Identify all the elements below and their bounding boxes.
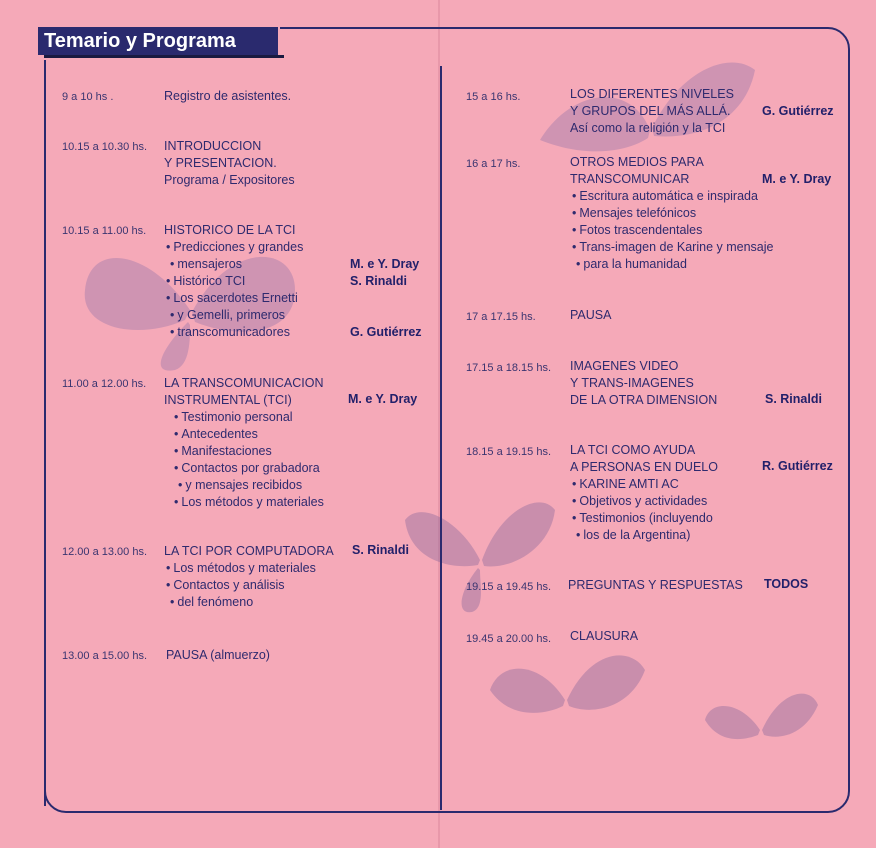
speaker-name: S. Rinaldi — [765, 392, 822, 406]
session-time: 10.15 a 11.00 hs. — [62, 225, 147, 237]
session-time: 19.15 a 19.45 hs. — [466, 581, 552, 593]
page-title — [38, 27, 278, 55]
speaker-name: M. e Y. Dray — [348, 392, 418, 406]
speaker-name: TODOS — [764, 577, 809, 591]
speaker-name: S. Rinaldi — [350, 274, 407, 288]
session-time: 19.45 a 20.00 hs. — [466, 633, 552, 645]
session-time: 12.00 a 13.00 hs. — [62, 546, 148, 558]
speaker-name: S. Rinaldi — [352, 543, 409, 557]
speaker-name: M. e Y. Dray — [350, 257, 420, 271]
session-topic: LA TCI POR COMPUTADORA • Los métodos y materiales • Contactos y análisis • del fenómeno — [164, 543, 334, 611]
session-time: 18.15 a 19.15 hs. — [466, 446, 552, 458]
left-rule — [44, 66, 46, 806]
session-time: 11.00 a 12.00 hs. — [62, 378, 147, 390]
page-title-text: Temario y Programa — [44, 30, 236, 52]
session-topic: OTROS MEDIOS PARA TRANSCOMUNICAR • Escritura automática e inspirada • Mensajes telefónicos • Fotos trascendentales • Trans-imagen de Karine y mensaje • para la humanidad — [570, 154, 773, 273]
session-time: 15 a 16 hs. — [466, 91, 521, 103]
column-divider — [440, 66, 442, 810]
speaker-name: R. Gutiérrez — [762, 459, 833, 473]
session-topic: IMAGENES VIDEO Y TRANS-IMAGENES DE LA OTRA DIMENSION — [570, 359, 718, 407]
speaker-name: G. Gutiérrez — [762, 104, 834, 118]
session-time: 9 a 10 hs . — [62, 91, 114, 103]
session-topic: Registro de asistentes. — [164, 89, 292, 103]
title-shadow — [44, 55, 284, 58]
session-topic: LA TRANSCOMUNICACION INSTRUMENTAL (TCI) • Testimonio personal • Antecedentes • Manifestaciones • Contactos por grabadora • y mensajes recibidos • Los métodos y materiales — [164, 375, 324, 511]
session-topic: LA TCI COMO AYUDA A PERSONAS EN DUELO • KARINE AMTI AC • Objetivos y actividades • Testimonios (incluyendo • los de la Argentina) — [570, 442, 718, 544]
session-topic: PAUSA (almuerzo) — [166, 648, 270, 662]
session-time: 13.00 a 15.00 hs. — [62, 650, 148, 662]
session-topic: INTRODUCCION Y PRESENTACION. Programa / Expositores — [164, 139, 295, 187]
session-time: 17.15 a 18.15 hs. — [466, 362, 552, 374]
speaker-name: G. Gutiérrez — [350, 325, 422, 339]
session-topic: PAUSA — [570, 308, 612, 322]
session-time: 16 a 17 hs. — [466, 158, 521, 170]
session-time: 10.15 a 10.30 hs. — [62, 141, 148, 153]
session-topic: CLAUSURA — [570, 629, 639, 643]
session-topic: LOS DIFERENTES NIVELES Y GRUPOS DEL MÁS ALLÁ. Así como la religión y la TCI — [570, 87, 734, 135]
speaker-name: M. e Y. Dray — [762, 172, 832, 186]
session-time: 17 a 17.15 hs. — [466, 311, 536, 323]
session-topic: PREGUNTAS Y RESPUESTAS — [568, 578, 743, 592]
session-topic: HISTORICO DE LA TCI • Predicciones y grandes • mensajeros • Histórico TCI • Los sacerdotes Ernetti • y Gemelli, primeros • transcomunicadores — [164, 222, 303, 341]
